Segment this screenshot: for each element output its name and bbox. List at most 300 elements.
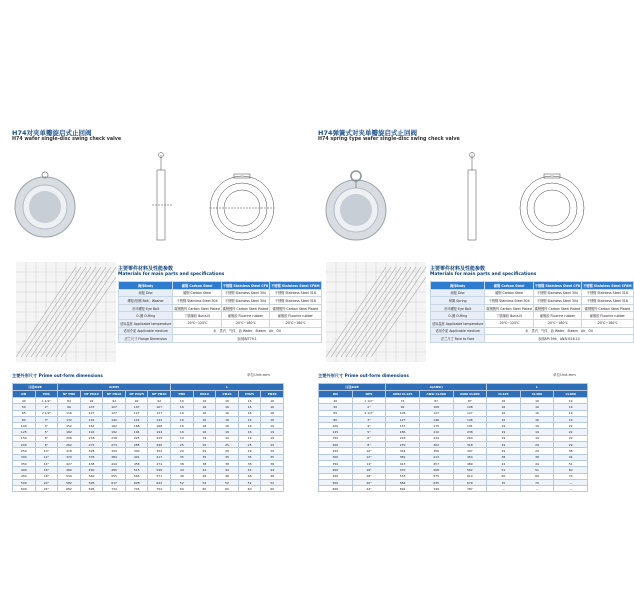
- table-cell: 16: [171, 410, 194, 416]
- table-cell: 600: [13, 486, 36, 492]
- table-cell: 679: [453, 479, 487, 485]
- table-cell: 60: [193, 486, 216, 492]
- table-cell: 264: [453, 435, 487, 441]
- left-valve-photo: [15, 172, 75, 237]
- table-cell: 16: [261, 404, 284, 410]
- table-cell: 450: [13, 473, 36, 479]
- table-cell: 285: [125, 442, 148, 448]
- materials-cell: 不锈钢 Stainless Steel 304: [173, 297, 221, 305]
- table-cell: 16: [171, 429, 194, 435]
- table-cell: 318: [58, 448, 81, 454]
- table-cell: —: [487, 486, 521, 492]
- dims-header-cell: 口径SIZE: [13, 384, 58, 391]
- right-materials-title-cn: 主要零件材料及性能参数: [430, 266, 486, 272]
- table-cell: 87: [419, 398, 453, 404]
- table-cell: 318: [453, 442, 487, 448]
- table-cell: 16: [238, 423, 261, 429]
- table-cell: 168: [148, 423, 171, 429]
- materials-cell: 不锈钢 Stainless Steel 316: [270, 297, 321, 305]
- table-cell: 16: [487, 404, 521, 410]
- materials-cell: 弹簧 Spring: [431, 297, 485, 305]
- materials-cell: 碳钢镀锌 Carbon Steel Plated: [533, 304, 581, 312]
- table-cell: 562: [453, 467, 487, 473]
- table-cell: 454: [453, 454, 487, 460]
- table-cell: 107: [80, 404, 103, 410]
- materials-cell: 丁腈橡胶 Buna-N: [485, 312, 533, 320]
- left-materials-title-en: Materials for main parts and specifications: [118, 272, 225, 277]
- left-unit-label: 单位Unit:mm: [247, 373, 270, 377]
- dims-column-header: ANSI CL125: [386, 391, 420, 398]
- table-cell: 87: [453, 398, 487, 404]
- table-cell: 50: [319, 404, 353, 410]
- right-chart-grid: [326, 262, 426, 362]
- table-cell: 182: [58, 429, 81, 435]
- table-cell: 16: [261, 398, 284, 404]
- table-cell: 1 1/2": [352, 398, 386, 404]
- materials-cell: -20℃~180℃: [270, 319, 321, 327]
- table-cell: 610: [453, 473, 487, 479]
- materials-cell: O-圈 O-Ring: [431, 312, 485, 320]
- materials-cell: -20℃~120℃: [173, 319, 221, 327]
- left-front-view: [210, 174, 274, 240]
- table-cell: 555: [103, 473, 126, 479]
- materials-cell: -20℃~180℃: [221, 319, 269, 327]
- dims-column-header: PN10: [193, 391, 216, 398]
- materials-cell: 氟橡胶 Fluorine rubber: [221, 312, 269, 320]
- table-cell: 413: [419, 454, 453, 460]
- materials-row: [119, 289, 322, 297]
- right-valve-photo: [326, 171, 386, 240]
- table-cell: 695: [80, 486, 103, 492]
- table-cell: 16: [487, 398, 521, 404]
- table-cell: 16: [261, 410, 284, 416]
- materials-cell: 不锈钢 Stainless Steel 304: [485, 297, 533, 305]
- table-cell: 19: [554, 410, 588, 416]
- materials-cell: 碳钢 Carbon Steel: [173, 289, 221, 297]
- materials-cell: 适用介质 Applicable medium: [119, 327, 173, 335]
- table-cell: 745: [125, 486, 148, 492]
- dims-header-cell: L: [487, 384, 588, 391]
- table-cell: 16": [352, 467, 386, 473]
- table-cell: 595: [80, 479, 103, 485]
- materials-cell: -20℃~180℃: [533, 319, 581, 327]
- table-cell: 16: [171, 398, 194, 404]
- table-cell: 508: [419, 467, 453, 473]
- table-cell: 96: [58, 404, 81, 410]
- materials-header-row: [431, 282, 634, 290]
- table-cell: 250: [319, 448, 353, 454]
- right-unit-label: 单位Unit:mm: [553, 373, 576, 377]
- table-cell: 218: [103, 435, 126, 441]
- table-cell: 48: [261, 473, 284, 479]
- table-cell: 29: [238, 448, 261, 454]
- table-cell: 35: [193, 454, 216, 460]
- dims-column-header: CL300: [520, 391, 554, 398]
- table-cell: 2 1/2": [35, 410, 58, 416]
- table-cell: 474: [148, 460, 171, 466]
- table-cell: 35: [216, 454, 239, 460]
- table-cell: 44: [520, 460, 554, 466]
- table-cell: 35: [238, 454, 261, 460]
- table-cell: 29: [487, 442, 521, 448]
- table-cell: 25: [216, 442, 239, 448]
- dims-column-header: PN6: [171, 391, 194, 398]
- table-cell: 18": [352, 473, 386, 479]
- materials-cell: 螺栓/垫圈 Bolt、Washer: [119, 297, 173, 305]
- dims-column-header: DN: [13, 391, 36, 398]
- table-cell: 4": [35, 423, 58, 429]
- table-cell: 100: [13, 423, 36, 429]
- materials-cell: 不锈钢 Stainless Steel 304: [533, 297, 581, 305]
- materials-row: [431, 289, 634, 297]
- table-cell: 105: [386, 410, 420, 416]
- table-cell: 3": [352, 416, 386, 422]
- table-cell: 734: [103, 486, 126, 492]
- table-cell: 16: [238, 398, 261, 404]
- materials-cell: 不锈钢 Stainless Steel 304: [533, 289, 581, 297]
- materials-cell: 阀板 Disc: [431, 289, 485, 297]
- table-cell: 16: [261, 416, 284, 422]
- table-cell: 29: [520, 448, 554, 454]
- table-cell: 340: [125, 448, 148, 454]
- materials-cell: 水、蒸汽、气体、油 Water、Steam、Air、Oil: [485, 327, 633, 335]
- table-cell: 48: [171, 473, 194, 479]
- table-cell: 40: [319, 398, 353, 404]
- table-cell: 16: [520, 398, 554, 404]
- table-cell: 540: [80, 473, 103, 479]
- table-cell: 38: [487, 454, 521, 460]
- table-cell: 500: [319, 479, 353, 485]
- table-cell: 401: [125, 454, 148, 460]
- materials-cell: 不锈钢 Stainless Steel 316: [582, 289, 633, 297]
- table-cell: 19: [261, 429, 284, 435]
- table-cell: 132: [58, 416, 81, 422]
- table-cell: 19: [487, 423, 521, 429]
- table-cell: 1 1/2": [35, 398, 58, 404]
- table-cell: 16: [216, 410, 239, 416]
- table-cell: 457: [419, 460, 453, 466]
- materials-cell: 氟橡胶 Fluorine rubber: [270, 312, 321, 320]
- table-cell: 60: [261, 486, 284, 492]
- table-cell: 51: [520, 467, 554, 473]
- materials-cell: 法兰尺寸 Flange Dimension: [119, 335, 173, 343]
- table-cell: 16: [238, 410, 261, 416]
- table-cell: 10": [35, 448, 58, 454]
- table-cell: 38: [171, 460, 194, 466]
- table-cell: 470: [386, 467, 420, 473]
- right-dimensions-table: [318, 383, 588, 492]
- table-cell: 38: [238, 460, 261, 466]
- table-cell: 6": [352, 435, 386, 441]
- left-side-view: [152, 153, 172, 241]
- table-cell: 628: [125, 479, 148, 485]
- table-cell: 273: [80, 442, 103, 448]
- table-cell: 29: [193, 448, 216, 454]
- table-cell: 127: [386, 416, 420, 422]
- table-cell: 44: [216, 467, 239, 473]
- right-side-view: [468, 153, 476, 241]
- dims-column-header: NF PN10: [80, 391, 103, 398]
- table-cell: 533: [386, 473, 420, 479]
- table-cell: 571: [148, 473, 171, 479]
- table-cell: 92: [103, 398, 126, 404]
- table-cell: 444: [103, 460, 126, 466]
- table-cell: 29: [261, 448, 284, 454]
- table-cell: 515: [125, 467, 148, 473]
- table-cell: 40: [13, 398, 36, 404]
- table-cell: 108: [419, 404, 453, 410]
- table-cell: 495: [103, 467, 126, 473]
- dims-subheader-row: [13, 391, 284, 398]
- materials-header-cell: 碳钢 Carbon Steel: [485, 282, 533, 290]
- table-cell: 19: [520, 423, 554, 429]
- table-cell: —: [554, 486, 588, 492]
- table-cell: 18": [35, 473, 58, 479]
- dims-header-cell: A(ANSI): [386, 384, 487, 391]
- materials-header-row: [119, 282, 322, 290]
- materials-cell: 氟橡胶 Fluorine rubber: [582, 312, 633, 320]
- table-row: [319, 486, 588, 492]
- materials-row: [119, 327, 322, 335]
- table-cell: 194: [125, 429, 148, 435]
- materials-cell: 碳钢镀锌 Carbon Steel Plated: [270, 304, 321, 312]
- table-cell: 600: [319, 486, 353, 492]
- table-cell: 225: [148, 435, 171, 441]
- right-title-cn: H74弹簧式对夹单瓣旋启式止回阀: [318, 129, 417, 137]
- table-cell: 107: [148, 404, 171, 410]
- table-cell: 19: [520, 435, 554, 441]
- table-cell: 19: [487, 429, 521, 435]
- table-cell: 25: [193, 442, 216, 448]
- materials-header-cell: 不锈钢 Stainless Steel CF8M: [270, 282, 321, 290]
- table-cell: 142: [80, 416, 103, 422]
- table-cell: 356: [419, 448, 453, 454]
- table-cell: 125: [319, 429, 353, 435]
- table-cell: 200: [319, 442, 353, 448]
- table-cell: 16: [216, 398, 239, 404]
- left-materials-table: [118, 281, 322, 343]
- left-dimensions-table: [12, 383, 284, 492]
- table-cell: 60: [520, 473, 554, 479]
- table-cell: 80: [319, 416, 353, 422]
- table-cell: 127: [148, 410, 171, 416]
- table-cell: 127: [453, 410, 487, 416]
- table-cell: 12": [352, 454, 386, 460]
- dims-column-header: PN40: [261, 391, 284, 398]
- dims-column-header: NPS: [352, 391, 386, 398]
- materials-cell: 碳钢镀锌 Carbon Steel Plated: [221, 304, 269, 312]
- materials-cell: -20℃~180℃: [582, 319, 633, 327]
- table-cell: 127: [419, 410, 453, 416]
- materials-header-cell: 不锈钢 Stainless Steel CF8: [221, 282, 269, 290]
- table-cell: 16: [238, 416, 261, 422]
- materials-cell: 阀板 Disc: [119, 289, 173, 297]
- table-cell: 73: [386, 398, 420, 404]
- table-cell: 127: [125, 410, 148, 416]
- table-cell: 270: [386, 442, 420, 448]
- table-cell: 5": [352, 429, 386, 435]
- materials-header-cell: 碳钢 Carbon Steel: [173, 282, 221, 290]
- table-cell: 125: [13, 429, 36, 435]
- right-catalog-panel: [318, 0, 632, 600]
- table-cell: 22: [554, 423, 588, 429]
- materials-cell: 不锈钢 Stainless Steel 316: [582, 297, 633, 305]
- table-cell: 2 1/2": [352, 410, 386, 416]
- table-cell: 378: [80, 454, 103, 460]
- table-cell: 749: [419, 486, 453, 492]
- table-cell: 29: [520, 442, 554, 448]
- table-cell: 16: [193, 410, 216, 416]
- table-cell: 218: [80, 435, 103, 441]
- table-cell: 427: [58, 460, 81, 466]
- table-cell: 19: [261, 423, 284, 429]
- table-cell: 14": [35, 460, 58, 466]
- table-cell: 16: [520, 410, 554, 416]
- table-cell: 157: [386, 423, 420, 429]
- table-cell: 38: [554, 448, 588, 454]
- materials-header-cell: 阀体Body: [431, 282, 485, 290]
- table-cell: 20": [35, 479, 58, 485]
- table-cell: 65: [13, 410, 36, 416]
- table-cell: 787: [453, 486, 487, 492]
- table-cell: 417: [148, 454, 171, 460]
- materials-row: [431, 327, 634, 335]
- table-cell: 16: [238, 429, 261, 435]
- dims-column-header: PN16: [216, 391, 239, 398]
- table-cell: 206: [58, 435, 81, 441]
- table-cell: 150: [319, 435, 353, 441]
- left-chart-grid: [16, 262, 116, 362]
- table-cell: 35: [171, 454, 194, 460]
- table-cell: 168: [125, 423, 148, 429]
- table-cell: 38: [261, 460, 284, 466]
- table-cell: 48: [193, 473, 216, 479]
- table-cell: 92: [125, 398, 148, 404]
- table-cell: 384: [103, 454, 126, 460]
- table-cell: 60: [487, 473, 521, 479]
- table-cell: 29: [487, 448, 521, 454]
- table-cell: 413: [386, 460, 420, 466]
- table-cell: 162: [80, 423, 103, 429]
- table-cell: 8": [352, 442, 386, 448]
- materials-cell: 适用温度 Applicable temperature: [431, 319, 485, 327]
- dims-column-header: PNS: [35, 391, 58, 398]
- table-cell: 238: [453, 429, 487, 435]
- table-cell: 24": [35, 486, 58, 492]
- materials-row: [431, 335, 634, 343]
- table-cell: 186: [386, 429, 420, 435]
- materials-row: [431, 304, 634, 312]
- materials-cell: 碳钢镀锌 Carbon Steel Plated: [173, 304, 221, 312]
- table-cell: 70: [554, 473, 588, 479]
- table-cell: —: [554, 479, 588, 485]
- table-cell: 60: [238, 486, 261, 492]
- table-cell: 16: [520, 404, 554, 410]
- table-cell: 108: [453, 404, 487, 410]
- table-cell: 152: [58, 423, 81, 429]
- table-cell: 16: [216, 429, 239, 435]
- table-cell: 400: [319, 467, 353, 473]
- dims-column-header: NF PN6: [58, 391, 81, 398]
- dims-column-header: NF PN25: [125, 391, 148, 398]
- table-cell: 216: [386, 435, 420, 441]
- dims-header-row: [319, 384, 588, 391]
- table-cell: 584: [386, 479, 420, 485]
- table-cell: 2": [352, 404, 386, 410]
- right-dims-title: 主要外形尺寸 Prime out-form dimensions: [318, 373, 409, 378]
- table-cell: 142: [148, 416, 171, 422]
- table-cell: 44: [171, 467, 194, 473]
- table-cell: 44: [238, 467, 261, 473]
- table-cell: 381: [386, 454, 420, 460]
- materials-cell: 吊环螺栓 Eye Bolt: [431, 304, 485, 312]
- table-cell: 24": [352, 486, 386, 492]
- table-cell: 19: [193, 435, 216, 441]
- table-cell: 19: [261, 435, 284, 441]
- materials-cell: 碳钢镀锌 Carbon Steel Plated: [485, 304, 533, 312]
- dims-column-header: CL125: [487, 391, 521, 398]
- table-cell: 70: [520, 479, 554, 485]
- table-cell: 16: [216, 423, 239, 429]
- table-cell: 48: [238, 473, 261, 479]
- table-cell: 16: [216, 404, 239, 410]
- table-cell: 52: [193, 479, 216, 485]
- materials-cell: 参照JB/T79.1: [173, 335, 321, 343]
- table-cell: —: [520, 486, 554, 492]
- table-cell: 19: [216, 435, 239, 441]
- table-cell: 370: [58, 454, 81, 460]
- table-cell: 52: [238, 479, 261, 485]
- table-cell: 19: [238, 435, 261, 441]
- table-cell: 489: [453, 460, 487, 466]
- table-cell: 14": [352, 460, 386, 466]
- left-dims-title: 主要外形尺寸 Prime out-form dimensions: [12, 373, 103, 378]
- dims-column-header: DN: [319, 391, 353, 398]
- table-cell: 2": [35, 404, 58, 410]
- materials-cell: 水、蒸汽、气体、油 Water、Steam、Air、Oil: [173, 327, 321, 335]
- right-flow-chart: [326, 262, 426, 362]
- table-cell: 16: [238, 404, 261, 410]
- table-cell: 51: [487, 467, 521, 473]
- table-cell: 29: [261, 442, 284, 448]
- table-cell: 16: [520, 416, 554, 422]
- left-flow-chart: [16, 262, 116, 362]
- materials-cell: 丁腈橡胶 Buna-N: [173, 312, 221, 320]
- table-cell: 150: [13, 435, 36, 441]
- materials-cell: O-圈 O-Ring: [119, 312, 173, 320]
- table-cell: 92: [80, 398, 103, 404]
- left-materials-title-cn: 主要零件材料及性能参数: [118, 266, 174, 272]
- table-cell: 29: [554, 442, 588, 448]
- table-cell: 19: [520, 429, 554, 435]
- table-cell: 250: [13, 448, 36, 454]
- table-cell: 12": [35, 454, 58, 460]
- table-cell: 4": [352, 423, 386, 429]
- table-cell: 400: [13, 467, 36, 473]
- table-cell: 22: [554, 435, 588, 441]
- table-cell: 84: [58, 398, 81, 404]
- table-row: [13, 486, 284, 492]
- table-cell: 20": [352, 479, 386, 485]
- table-cell: 52: [171, 479, 194, 485]
- table-cell: 530: [58, 473, 81, 479]
- table-cell: 450: [319, 473, 353, 479]
- table-cell: 146: [419, 416, 453, 422]
- materials-cell: 法兰尺寸 Face to Face: [431, 335, 485, 343]
- table-cell: 44: [193, 467, 216, 473]
- materials-row: [431, 297, 634, 305]
- table-cell: 438: [80, 460, 103, 466]
